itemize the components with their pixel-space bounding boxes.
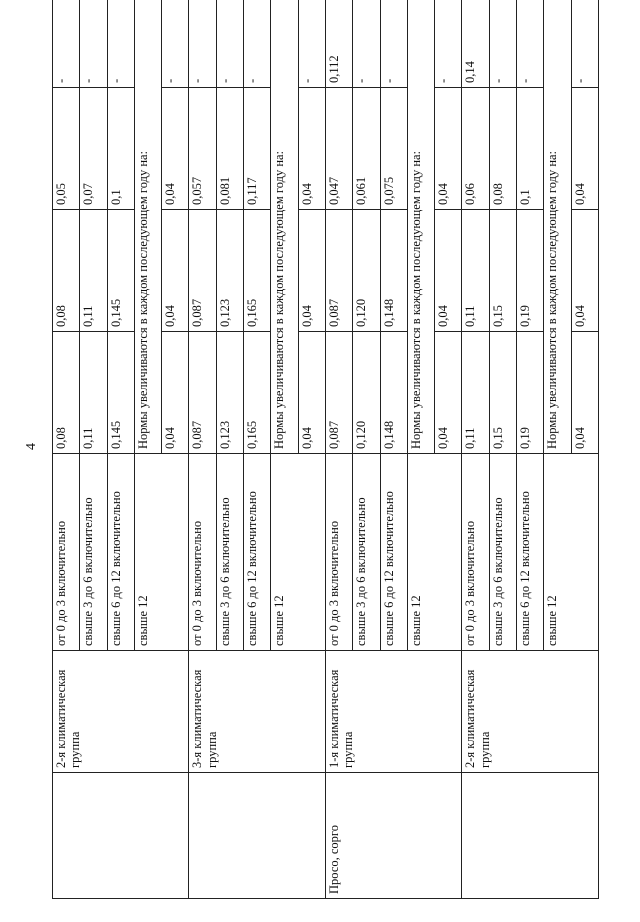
value-cell: 0,057 [189, 88, 216, 210]
value-cell: - [380, 0, 407, 88]
value-cell: 0,11 [80, 332, 107, 454]
table-row [53, 0, 80, 899]
value-cell: 0,087 [325, 210, 352, 332]
value-cell: - [189, 0, 216, 88]
value-cell: 0,08 [489, 88, 516, 210]
age-cell: от 0 до 3 включительно [325, 454, 352, 651]
value-cell: 0,087 [189, 210, 216, 332]
value-cell: 0,148 [380, 210, 407, 332]
value-cell: - [53, 0, 80, 88]
value-cell: 0,123 [216, 332, 243, 454]
age-cell: свыше 3 до 6 включительно [80, 454, 107, 651]
value-cell: 0,04 [435, 88, 462, 210]
value-cell: 0,145 [107, 210, 134, 332]
value-cell: 0,081 [216, 88, 243, 210]
value-cell: 0,1 [517, 88, 544, 210]
age-cell: свыше 12 [271, 454, 326, 651]
value-cell: - [571, 0, 598, 88]
table-row [462, 0, 489, 899]
value-cell: 0,11 [462, 210, 489, 332]
value-cell: 0,08 [53, 210, 80, 332]
annual-increase-note: Нормы увеличиваются в каждом последующем году на: [134, 0, 161, 454]
annual-increase-note: Нормы увеличиваются в каждом последующем году на: [271, 0, 298, 454]
value-cell: 0,15 [489, 210, 516, 332]
value-cell: 0,05 [53, 88, 80, 210]
value-cell: 0,04 [571, 210, 598, 332]
value-cell: 0,11 [80, 210, 107, 332]
annual-increase-note: Нормы увеличиваются в каждом последующем году на: [544, 0, 571, 454]
value-cell: 0,08 [53, 332, 80, 454]
annual-increase-note: Нормы увеличиваются в каждом последующем году на: [407, 0, 434, 454]
value-cell: 0,15 [489, 332, 516, 454]
table-row [325, 0, 352, 899]
value-cell: 0,04 [298, 88, 325, 210]
value-cell: - [353, 0, 380, 88]
value-cell: 0,14 [462, 0, 489, 88]
value-cell: - [298, 0, 325, 88]
climate-zone-cell: 2-я климатическая группа [462, 651, 599, 773]
climate-zone-cell: 2-я климатическая группа [53, 651, 189, 773]
age-cell: свыше 6 до 12 включительно [517, 454, 544, 651]
value-cell: 0,047 [325, 88, 352, 210]
climate-zone-cell: 3-я климатическая группа [189, 651, 325, 773]
value-cell: 0,165 [244, 332, 271, 454]
table-body [53, 0, 599, 899]
age-cell: свыше 6 до 12 включительно [244, 454, 271, 651]
age-cell: свыше 6 до 12 включительно [107, 454, 134, 651]
value-cell: 0,06 [462, 88, 489, 210]
value-cell: 0,04 [435, 210, 462, 332]
value-cell: 0,1 [107, 88, 134, 210]
crop-cell [462, 773, 599, 899]
norms-table [52, 0, 599, 899]
value-cell: - [244, 0, 271, 88]
value-cell: - [517, 0, 544, 88]
age-cell: свыше 3 до 6 включительно [216, 454, 243, 651]
value-cell: - [489, 0, 516, 88]
value-cell: 0,087 [325, 332, 352, 454]
value-cell: 0,04 [298, 210, 325, 332]
value-cell: 0,04 [435, 332, 462, 454]
value-cell: 0,04 [162, 88, 189, 210]
value-cell: - [216, 0, 243, 88]
crop-cell: Просо, сорго [325, 773, 461, 899]
age-cell: от 0 до 3 включительно [53, 454, 80, 651]
value-cell: - [435, 0, 462, 88]
value-cell: 0,19 [517, 210, 544, 332]
table-row [189, 0, 216, 899]
value-cell: 0,04 [298, 332, 325, 454]
age-cell: свыше 3 до 6 включительно [353, 454, 380, 651]
value-cell: 0,123 [216, 210, 243, 332]
value-cell: - [107, 0, 134, 88]
value-cell: 0,075 [380, 88, 407, 210]
value-cell: 0,117 [244, 88, 271, 210]
value-cell: 0,165 [244, 210, 271, 332]
age-cell: свыше 12 [407, 454, 462, 651]
age-cell: свыше 12 [134, 454, 189, 651]
value-cell: 0,148 [380, 332, 407, 454]
value-cell: 0,04 [571, 332, 598, 454]
age-cell: от 0 до 3 включительно [462, 454, 489, 651]
value-cell: 0,120 [353, 332, 380, 454]
value-cell: 0,061 [353, 88, 380, 210]
crop-cell [189, 773, 325, 899]
age-cell: свыше 3 до 6 включительно [489, 454, 516, 651]
page-number: 4 [24, 443, 39, 450]
value-cell: 0,04 [162, 210, 189, 332]
value-cell: 0,11 [462, 332, 489, 454]
value-cell: 0,145 [107, 332, 134, 454]
value-cell: - [162, 0, 189, 88]
value-cell: 0,112 [325, 0, 352, 88]
age-cell: свыше 12 [544, 454, 599, 651]
value-cell: 0,04 [571, 88, 598, 210]
value-cell: 0,19 [517, 332, 544, 454]
climate-zone-cell: 1-я климатическая группа [325, 651, 461, 773]
value-cell: 0,07 [80, 88, 107, 210]
age-cell: свыше 6 до 12 включительно [380, 454, 407, 651]
value-cell: 0,120 [353, 210, 380, 332]
value-cell: 0,087 [189, 332, 216, 454]
crop-cell [53, 773, 189, 899]
age-cell: от 0 до 3 включительно [189, 454, 216, 651]
value-cell: - [80, 0, 107, 88]
value-cell: 0,04 [162, 332, 189, 454]
rotated-table-container [52, 56, 599, 899]
